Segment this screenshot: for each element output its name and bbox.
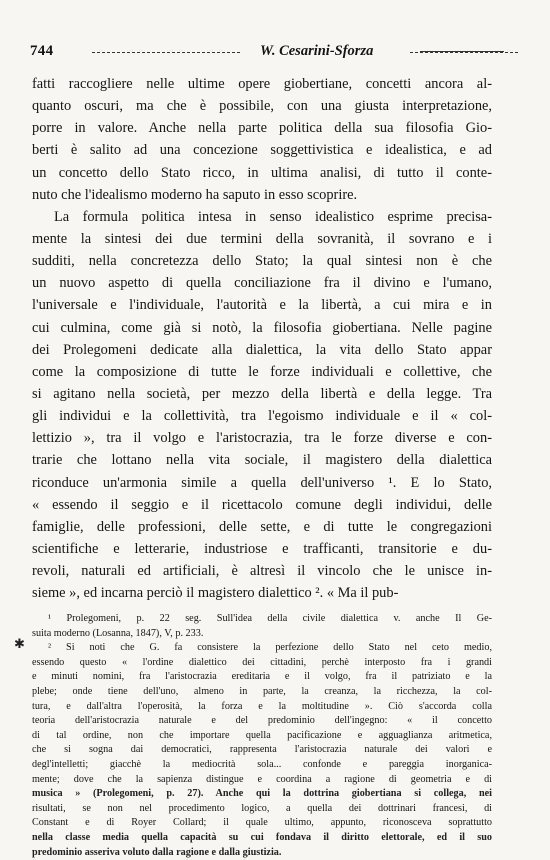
body-line: famiglie, delle professioni, delle sette, e di tutte le congregazioni — [32, 516, 492, 538]
body-line: porre in valore. Anche nella parte politica della sua filosofia Gio- — [32, 117, 492, 139]
footnote-line: essendo questo « l'ordine dialettico dei cittadini, perchè interposto fra i grandi — [32, 656, 492, 671]
footnote-line: suita moderno (Losanna, 1847), V, p. 233. — [32, 627, 492, 642]
body-line: gli individui e la collettività, tra l'egoismo individuale e il « col- — [32, 405, 492, 427]
body-line: dei Prolegomeni dedicate alla dialettica, la vita dello Stato appar — [32, 339, 492, 361]
footnote-line: plebe; onde tiene dell'uno, almeno in parte, la creanza, la ricchezza, la col- — [32, 685, 492, 700]
running-head: W. Cesarini-Sforza — [260, 43, 373, 60]
footnote-line: predominio asseriva voluto dalla ragione e dalla giustizia. — [32, 846, 492, 860]
footnote-line: ² Si noti che G. fa consistere la perfezione dello Stato nel ceto medio, — [32, 641, 492, 656]
body-line: quanto oscuri, ma che è possibile, con una giusta interpretazione, — [32, 95, 492, 117]
footnote-line: che si sogna dai democratici, rappresenta l'aristocrazia naturale dei valori e — [32, 743, 492, 758]
body-line: La formula politica intesa in senso idealistico esprime precisa- — [32, 206, 492, 228]
footnote-line: Constant e di Royer Collard; il quale ultimo, appunto, riconosceva soprattutto — [32, 816, 492, 831]
body-line: sieme », ed incarna perciò il magistero dialettico ². « Ma il pub- — [32, 582, 492, 604]
body-line: berti è salito ad una concezione soggettivistica e idealistica, e ad — [32, 139, 492, 161]
body-line: lettizio », tra il volgo e l'aristocrazia, tra le forze diverse e con- — [32, 427, 492, 449]
footnote-line: nella classe media quella capacità su cui fondava il diritto elettorale, ed il suo — [32, 831, 492, 846]
body-line: l'universale e l'individuale, l'autorità e la libertà, a cui mira e in — [32, 294, 492, 316]
page-number: 744 — [30, 43, 53, 60]
body-line: fatti raccogliere nelle ultime opere giobertiane, concetti ancora al- — [32, 73, 492, 95]
margin-mark: ✱ — [14, 636, 25, 652]
body-line: mente la sintesi dei due termini della sovranità, il sovrano e i — [32, 228, 492, 250]
body-line: revoli, naturali ed artificiali, è altresì il vincolo che le unisce in- — [32, 560, 492, 582]
body-line: si agitano nella società, per mezzo della libertà e della legge. Tra — [32, 383, 492, 405]
body-line: riconduce un'armonia simile a quella dell'universo ¹. E lo Stato, — [32, 472, 492, 494]
footnote-line: musica » (Prolegomeni, p. 27). Anche qui la dottrina giobertiana si collega, nei — [32, 787, 492, 802]
body-line: trarie che lottano nella vita sociale, il magistero della dialettica — [32, 449, 492, 471]
footnote-line: tura, e dall'altra l'operosità, la forza e la moltitudine ». Ciò s'accorda colla — [32, 700, 492, 715]
page-header — [30, 43, 518, 65]
body-line: come la composizione di tutte le forze individuali e collettive, che — [32, 361, 492, 383]
body-line: un concetto dello Stato ricco, in ultima analisi, di tutto il conte- — [32, 162, 492, 184]
body-line: cui culmina, come già si notò, la filosofia giobertiana. Nelle pagine — [32, 317, 492, 339]
body-line: scientifiche e letterarie, industriose e trafficanti, transitorie e du- — [32, 538, 492, 560]
footnote-line: di tal ordine, non che importare quella pacificazione e agguaglianza aritmetica, — [32, 729, 492, 744]
footnotes — [32, 612, 492, 860]
body-text — [32, 73, 492, 604]
footnote-line: degl'intelletti; giacchè la mediocrità sola... confonde e pareggia inorganica- — [32, 758, 492, 773]
body-line: nuto che l'idealismo moderno ha saputo in esso scoprire. — [32, 184, 492, 206]
footnote-line: teoria dell'aristocrazia naturale e del predominio dell'ingegno: « il concetto — [32, 714, 492, 729]
body-line: un nuovo aspetto di quella conciliazione fra il divino e l'umano, — [32, 272, 492, 294]
body-line: sudditi, nella concretezza dello Stato; la qual sintesi non è che — [32, 250, 492, 272]
body-line: « essendo il seggio e il ricettacolo comune degli individui, delle — [32, 494, 492, 516]
footnote-line: ¹ Prolegomeni, p. 22 seg. Sull'idea della civile dialettica v. anche Il Ge- — [32, 612, 492, 627]
header-ornament-right — [410, 52, 518, 53]
footnote-line: e minuti nomini, fra l'aristocrazia ereditaria e il volgo, fra il patriziato e la — [32, 670, 492, 685]
footnote-line: mente; dove che la sapienza distingue e coordina a ragione di geometria e di — [32, 773, 492, 788]
header-ornament-left — [92, 52, 240, 53]
footnote-line: risultati, se non nel procedimento logico, a quella dei dottrinari francesi, di — [32, 802, 492, 817]
